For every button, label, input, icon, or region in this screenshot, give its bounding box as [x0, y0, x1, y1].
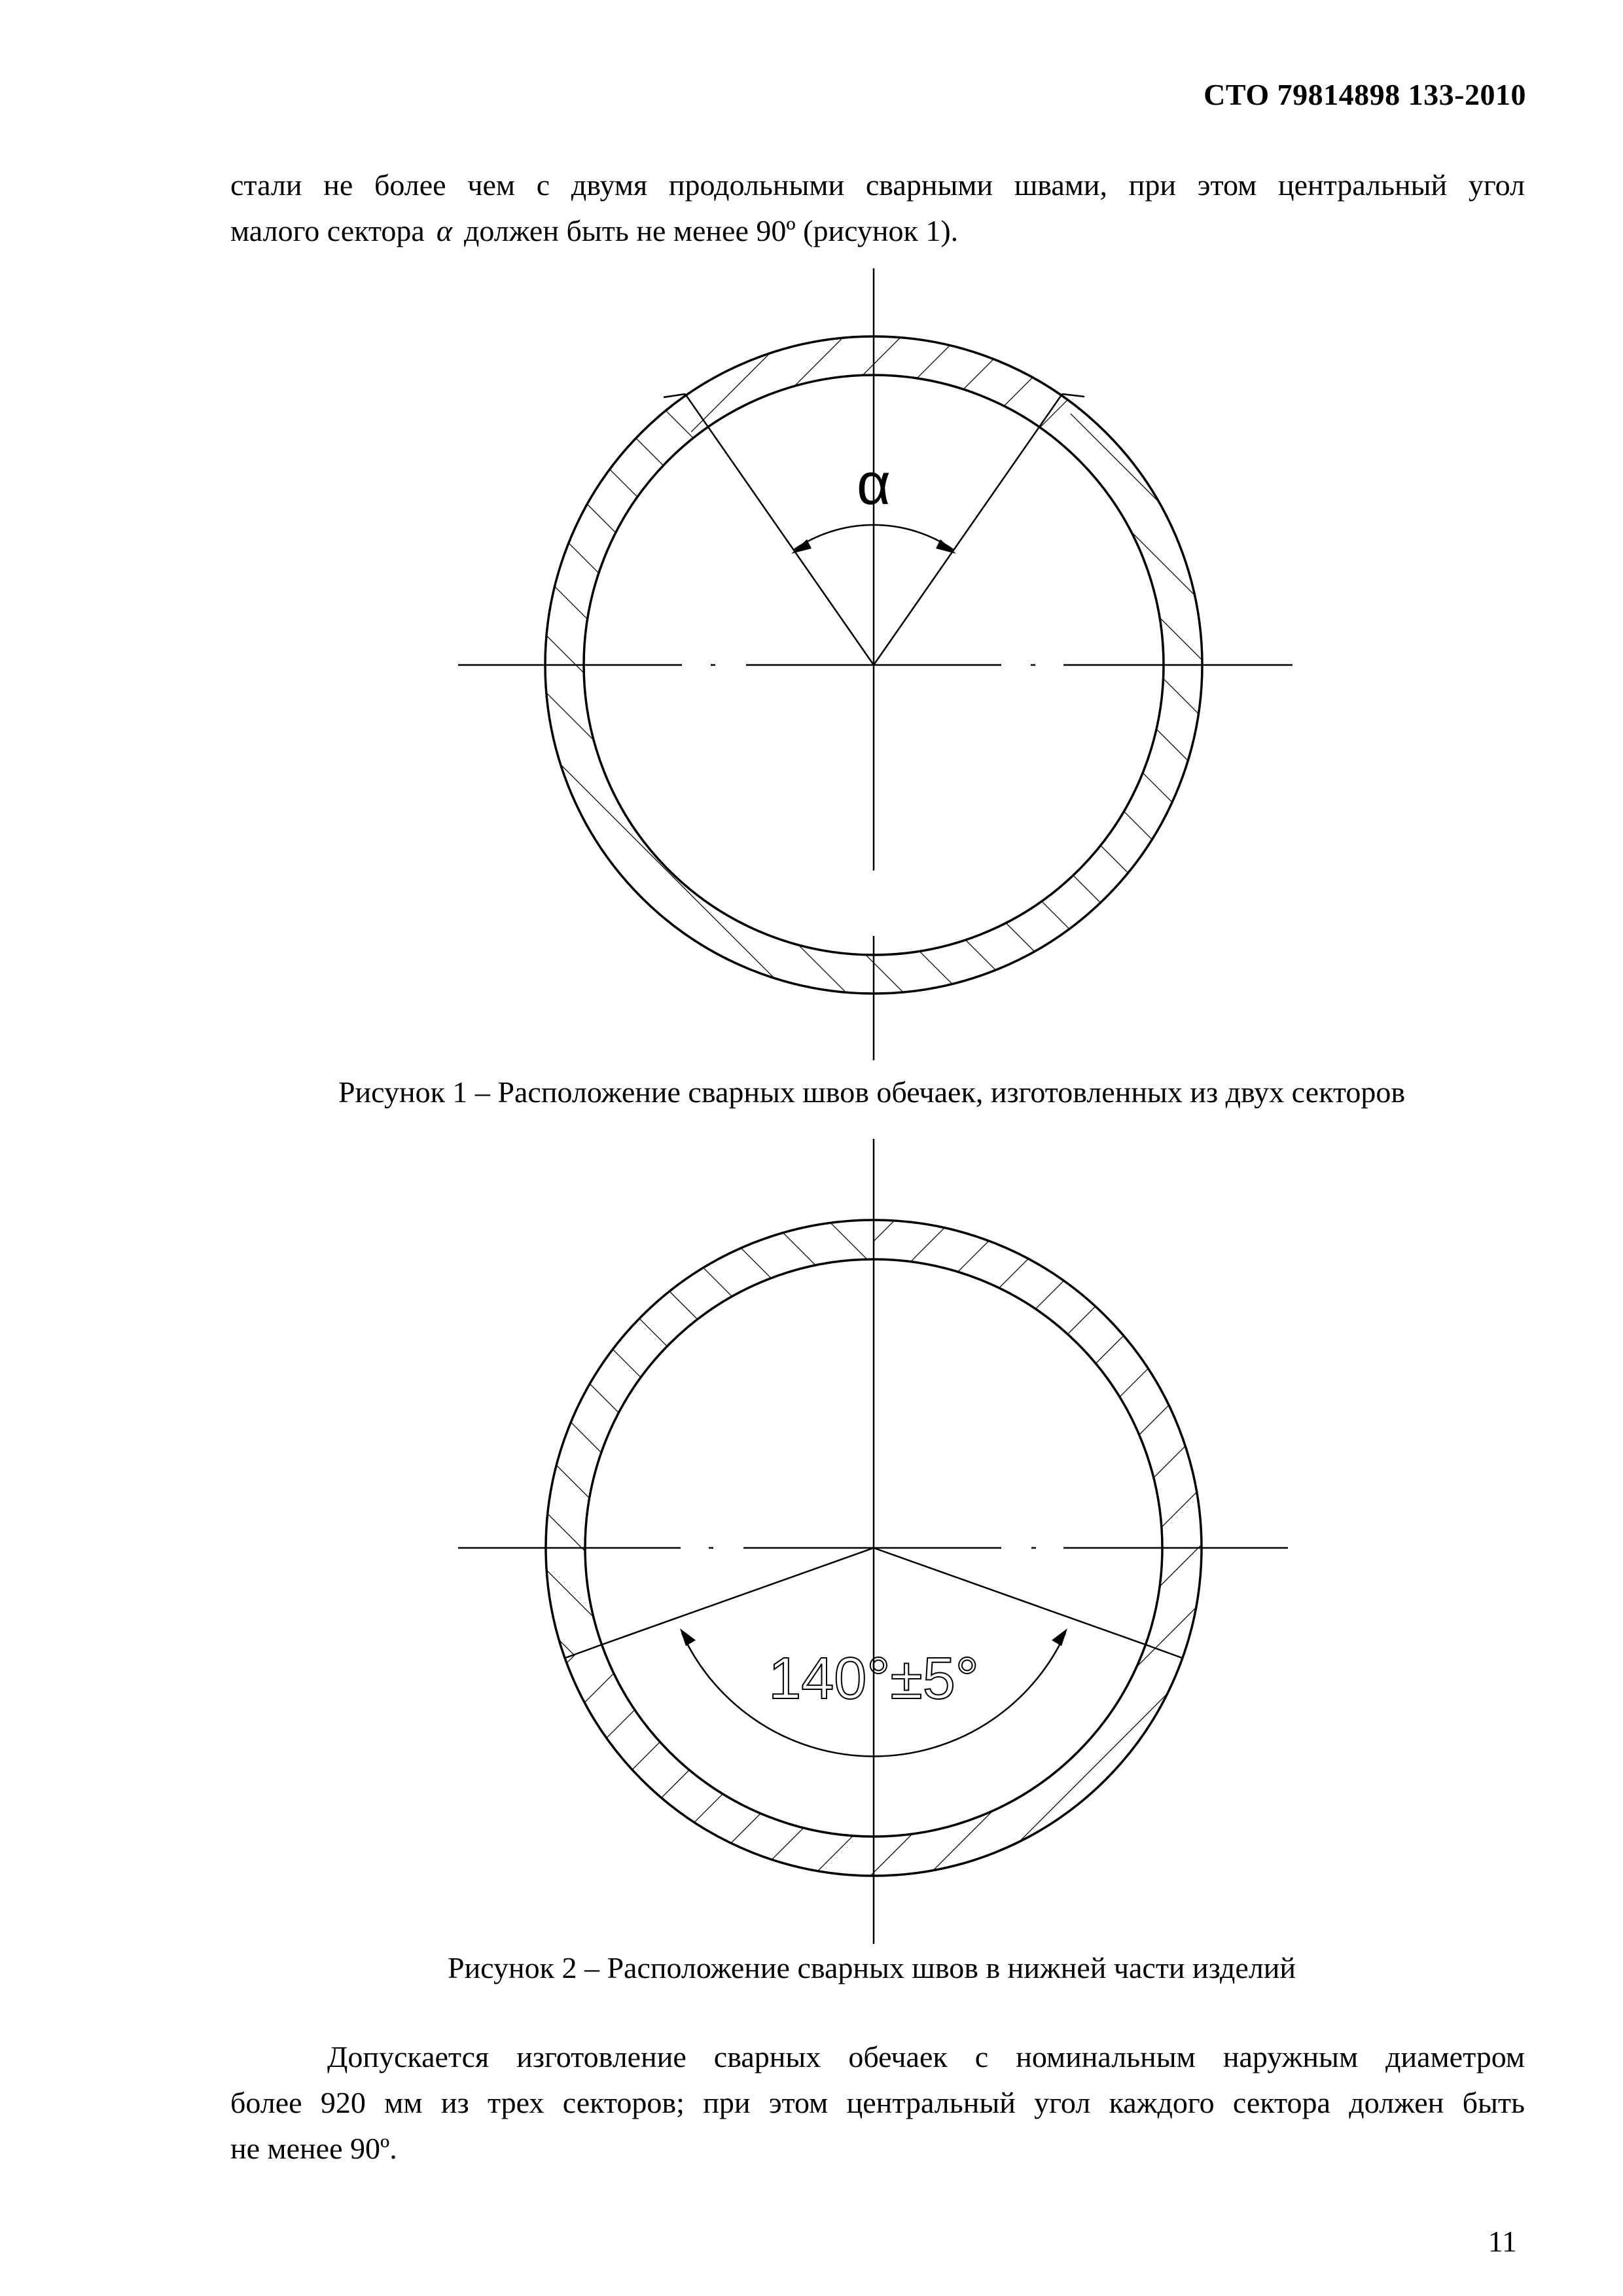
page-number: 11	[1488, 2225, 1517, 2258]
intro-text-b: должен быть не менее 90º (рисунок 1).	[464, 214, 959, 247]
closing-paragraph	[230, 2034, 1525, 2172]
intro-paragraph	[230, 162, 1525, 254]
intro-line-2	[230, 208, 1525, 254]
closing-line-1: Допускается изготовление сварных обечаек с номинальным наружным диаметром	[327, 2040, 1525, 2073]
closing-line-3: не менее 90º.	[230, 2132, 397, 2165]
intro-text-a: малого сектора	[230, 214, 425, 247]
figure-2-diagram	[0, 1139, 1623, 1977]
figure-1-diagram	[0, 262, 1623, 1067]
angle-label-alpha: α	[856, 452, 891, 517]
angle-label-tolerance: 140°±5°	[768, 1646, 979, 1712]
shell-ring-three-sectors	[0, 1139, 1623, 1977]
document-code: СТО 79814898 133-2010	[1204, 78, 1526, 111]
closing-line-2: более 920 мм из трех секторов; при этом центральный угол каждого сектора должен быть	[230, 2086, 1525, 2119]
intro-line-1: стали не более чем с двумя продольными сварными швами, при этом центральный угол	[230, 168, 1525, 202]
figure-2-caption: Рисунок 2 – Расположение сварных швов в нижней части изделий	[447, 1951, 1296, 1984]
figure-1-caption: Рисунок 1 – Расположение сварных швов обечаек, изготовленных из двух секторов	[338, 1075, 1406, 1109]
alpha-symbol: α	[436, 214, 452, 247]
